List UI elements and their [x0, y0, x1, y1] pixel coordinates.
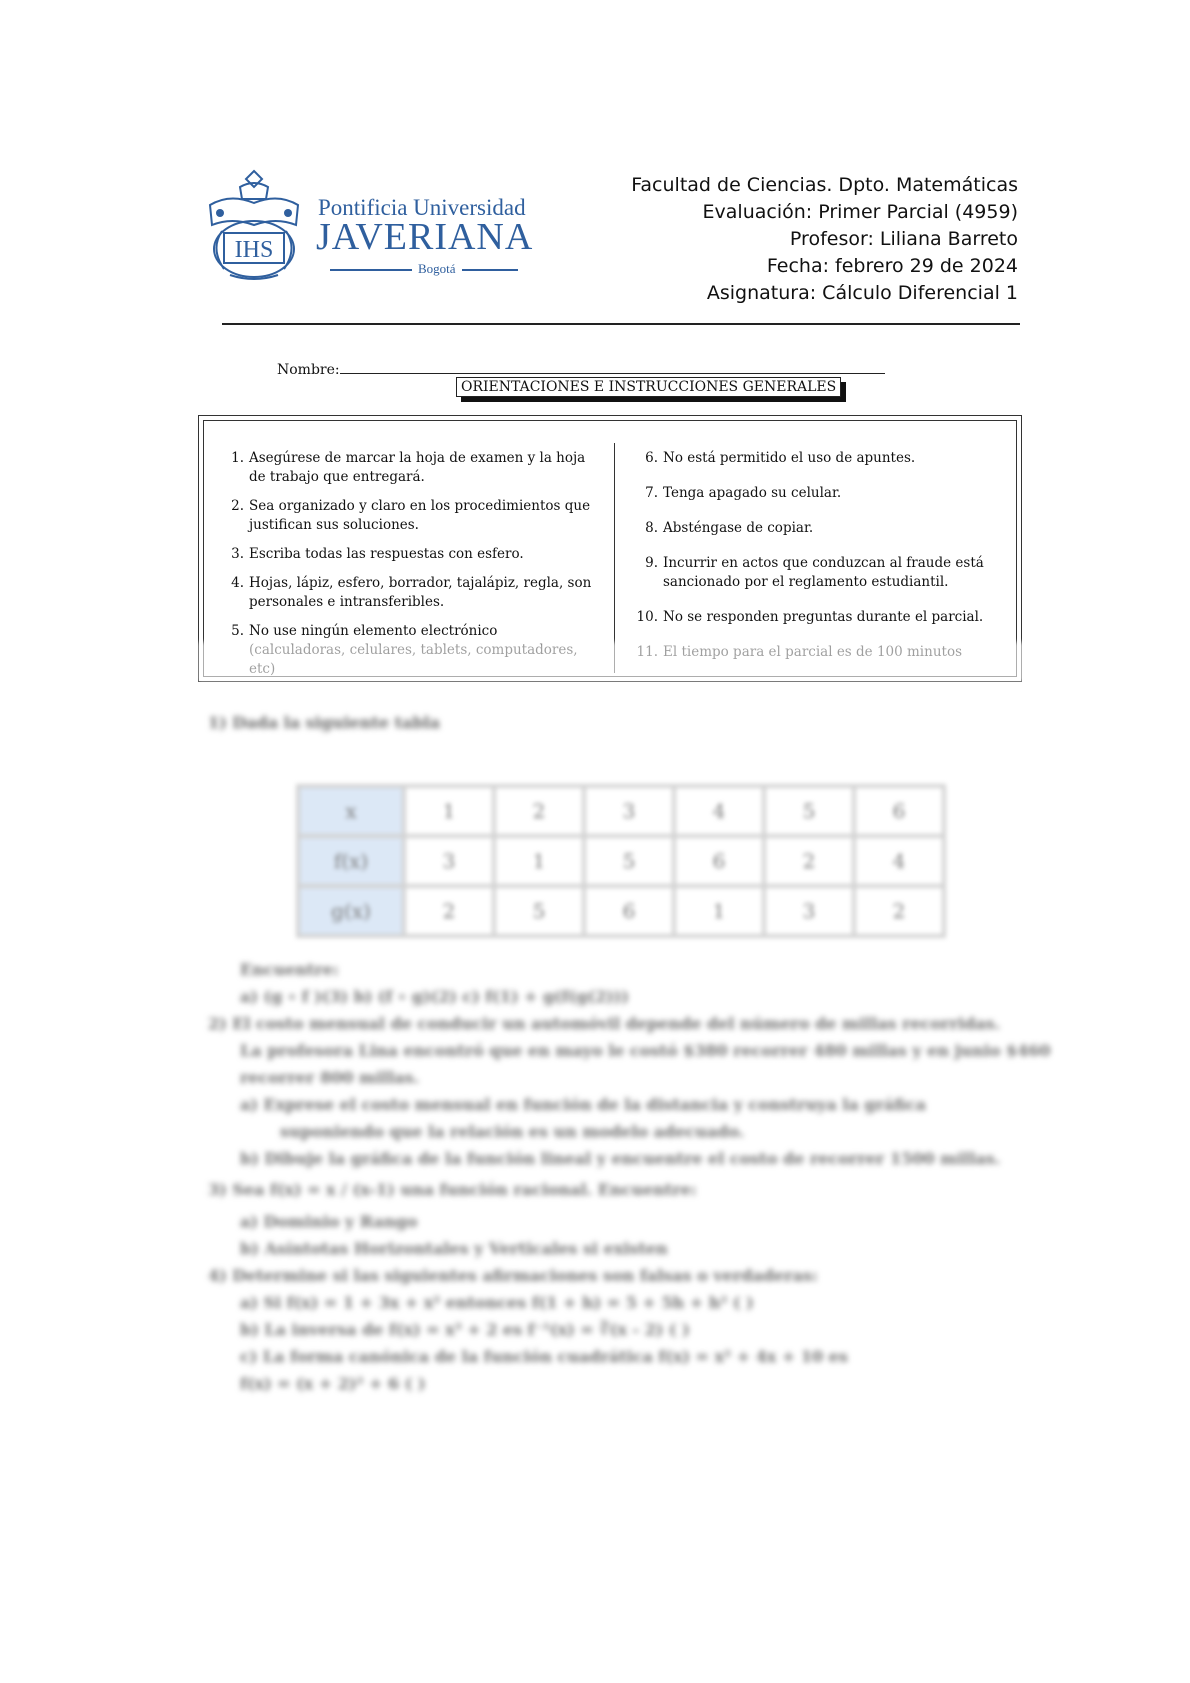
instruction-item: 4. Hojas, lápiz, esfero, borrador, tajalápiz, regla, son personales e intransferibles. [231, 575, 592, 610]
table-cell: 1 [494, 836, 584, 886]
table-cell: 2 [854, 886, 944, 936]
table-cell: 3 [764, 886, 854, 936]
table-cell: 5 [764, 786, 854, 836]
professor-line: Profesor: Liliana Barreto [789, 228, 1018, 250]
blurred-line: a) Dominio y Rango [240, 1212, 418, 1231]
table-cell: 4 [854, 836, 944, 886]
table-cell: 6 [584, 886, 674, 936]
blurred-line: 4) Determine si las siguientes afirmaciones son falsas o verdaderas: [208, 1266, 818, 1285]
table-row [298, 886, 944, 936]
blurred-line: b) La inversa de f(x) = x³ + 2 es f⁻¹(x) = ∛(x - 2) ( ) [240, 1320, 690, 1339]
blurred-line: f(x) = (x + 2)² + 6 ( ) [240, 1374, 426, 1393]
nombre-field[interactable] [340, 373, 885, 374]
table-row [298, 836, 944, 886]
evaluation-line: Evaluación: Primer Parcial (4959) [702, 201, 1018, 223]
orientaciones-title: ORIENTACIONES E INSTRUCCIONES GENERALES [456, 377, 841, 397]
question-1-heading: 1) Dada la siguiente tabla [208, 713, 440, 732]
blurred-line: La profesora Lina encontró que en mayo le costó $380 recorrer 480 millas y en junio $460 [240, 1041, 1051, 1060]
exam-header-info [631, 172, 1018, 307]
table-cell: 5 [494, 886, 584, 936]
table-cell: 6 [674, 836, 764, 886]
blurred-line: suponiendo que la relación es un modelo adecuado. [280, 1122, 745, 1141]
instruction-item: 3. Escriba todas las respuestas con esfero. [231, 546, 524, 562]
blurred-line: 2) El costo mensual de conducir un automóvil depende del número de millas recorridas. [208, 1014, 1001, 1033]
instruction-item: 7. Tenga apagado su celular. [645, 485, 842, 501]
university-crest-icon [200, 165, 308, 283]
values-table [296, 784, 946, 938]
table-cell: 3 [584, 786, 674, 836]
logo-line-2: JAVERIANA [316, 216, 534, 258]
instructions-blur-overlay [198, 642, 1030, 682]
table-cell: 4 [674, 786, 764, 836]
blurred-line: b) Asíntotas Horizontales y Verticales si existen [240, 1239, 668, 1258]
blurred-line: b) Dibuje la gráfica de la función lineal y encuentre el costo de recorrer 1500 millas. [240, 1149, 1001, 1168]
header-divider [222, 323, 1020, 325]
nombre-label: Nombre: [277, 362, 340, 378]
table-cell: x [298, 786, 404, 836]
logo-line-1: Pontificia Universidad [318, 195, 526, 220]
table-cell: 1 [674, 886, 764, 936]
instruction-item: 1. Asegúrese de marcar la hoja de examen y la hoja de trabajo que entregará. [231, 450, 586, 485]
instructions-inner-frame [203, 420, 1017, 677]
blurred-line: a) Si f(x) = 1 + 3x + x² entonces f(1 + h) = 5 + 5h + h² ( ) [240, 1293, 754, 1312]
table-cell: 6 [854, 786, 944, 836]
instruction-item: 8. Absténgase de copiar. [645, 520, 814, 536]
table-cell: f(x) [298, 836, 404, 886]
table-cell: 1 [404, 786, 494, 836]
table-cell: 2 [404, 886, 494, 936]
logo-rule-right [462, 269, 518, 271]
blurred-line: a) Exprese el costo mensual en función de la distancia y construya la gráfica [240, 1095, 927, 1114]
blurred-line: c) La forma canónica de la función cuadrática f(x) = x² + 4x + 10 es [240, 1347, 848, 1366]
subject-line: Asignatura: Cálculo Diferencial 1 [706, 282, 1018, 304]
instruction-item: 9. Incurrir en actos que conduzcan al fraude está sancionado por el reglamento estudiantil. [645, 555, 984, 590]
instructions-column-divider [614, 443, 615, 673]
logo-line-3: Bogotá [418, 261, 456, 276]
instruction-item: 5. No use ningún elemento electrónico [231, 623, 498, 639]
faculty-line: Facultad de Ciencias. Dpto. Matemáticas [631, 174, 1018, 196]
blurred-line: a) (g ∘ f )(3) b) (f ∘ g)(2) c) f(1) + g(f(g(2))) [240, 987, 629, 1006]
blurred-line: Encuentre: [240, 960, 339, 979]
date-line: Fecha: febrero 29 de 2024 [766, 255, 1018, 277]
instruction-item: 10. No se responden preguntas durante el parcial. [636, 609, 984, 625]
blurred-line: 3) Sea f(x) = x / (x-1) una función racional. Encuentre: [208, 1180, 697, 1199]
instruction-item: 2. Sea organizado y claro en los procedimientos que justifican sus soluciones. [231, 498, 591, 533]
table-cell: 3 [404, 836, 494, 886]
table-row [298, 786, 944, 836]
logo-rule-left [330, 269, 412, 271]
university-logo [200, 165, 534, 285]
instruction-item: 6. No está permitido el uso de apuntes. [645, 450, 916, 466]
table-cell: 2 [494, 786, 584, 836]
blurred-line: recorrer 800 millas. [240, 1068, 420, 1087]
table-cell: 5 [584, 836, 674, 886]
table-cell: 2 [764, 836, 854, 886]
table-cell: g(x) [298, 886, 404, 936]
seal-text: IHS [234, 237, 274, 263]
